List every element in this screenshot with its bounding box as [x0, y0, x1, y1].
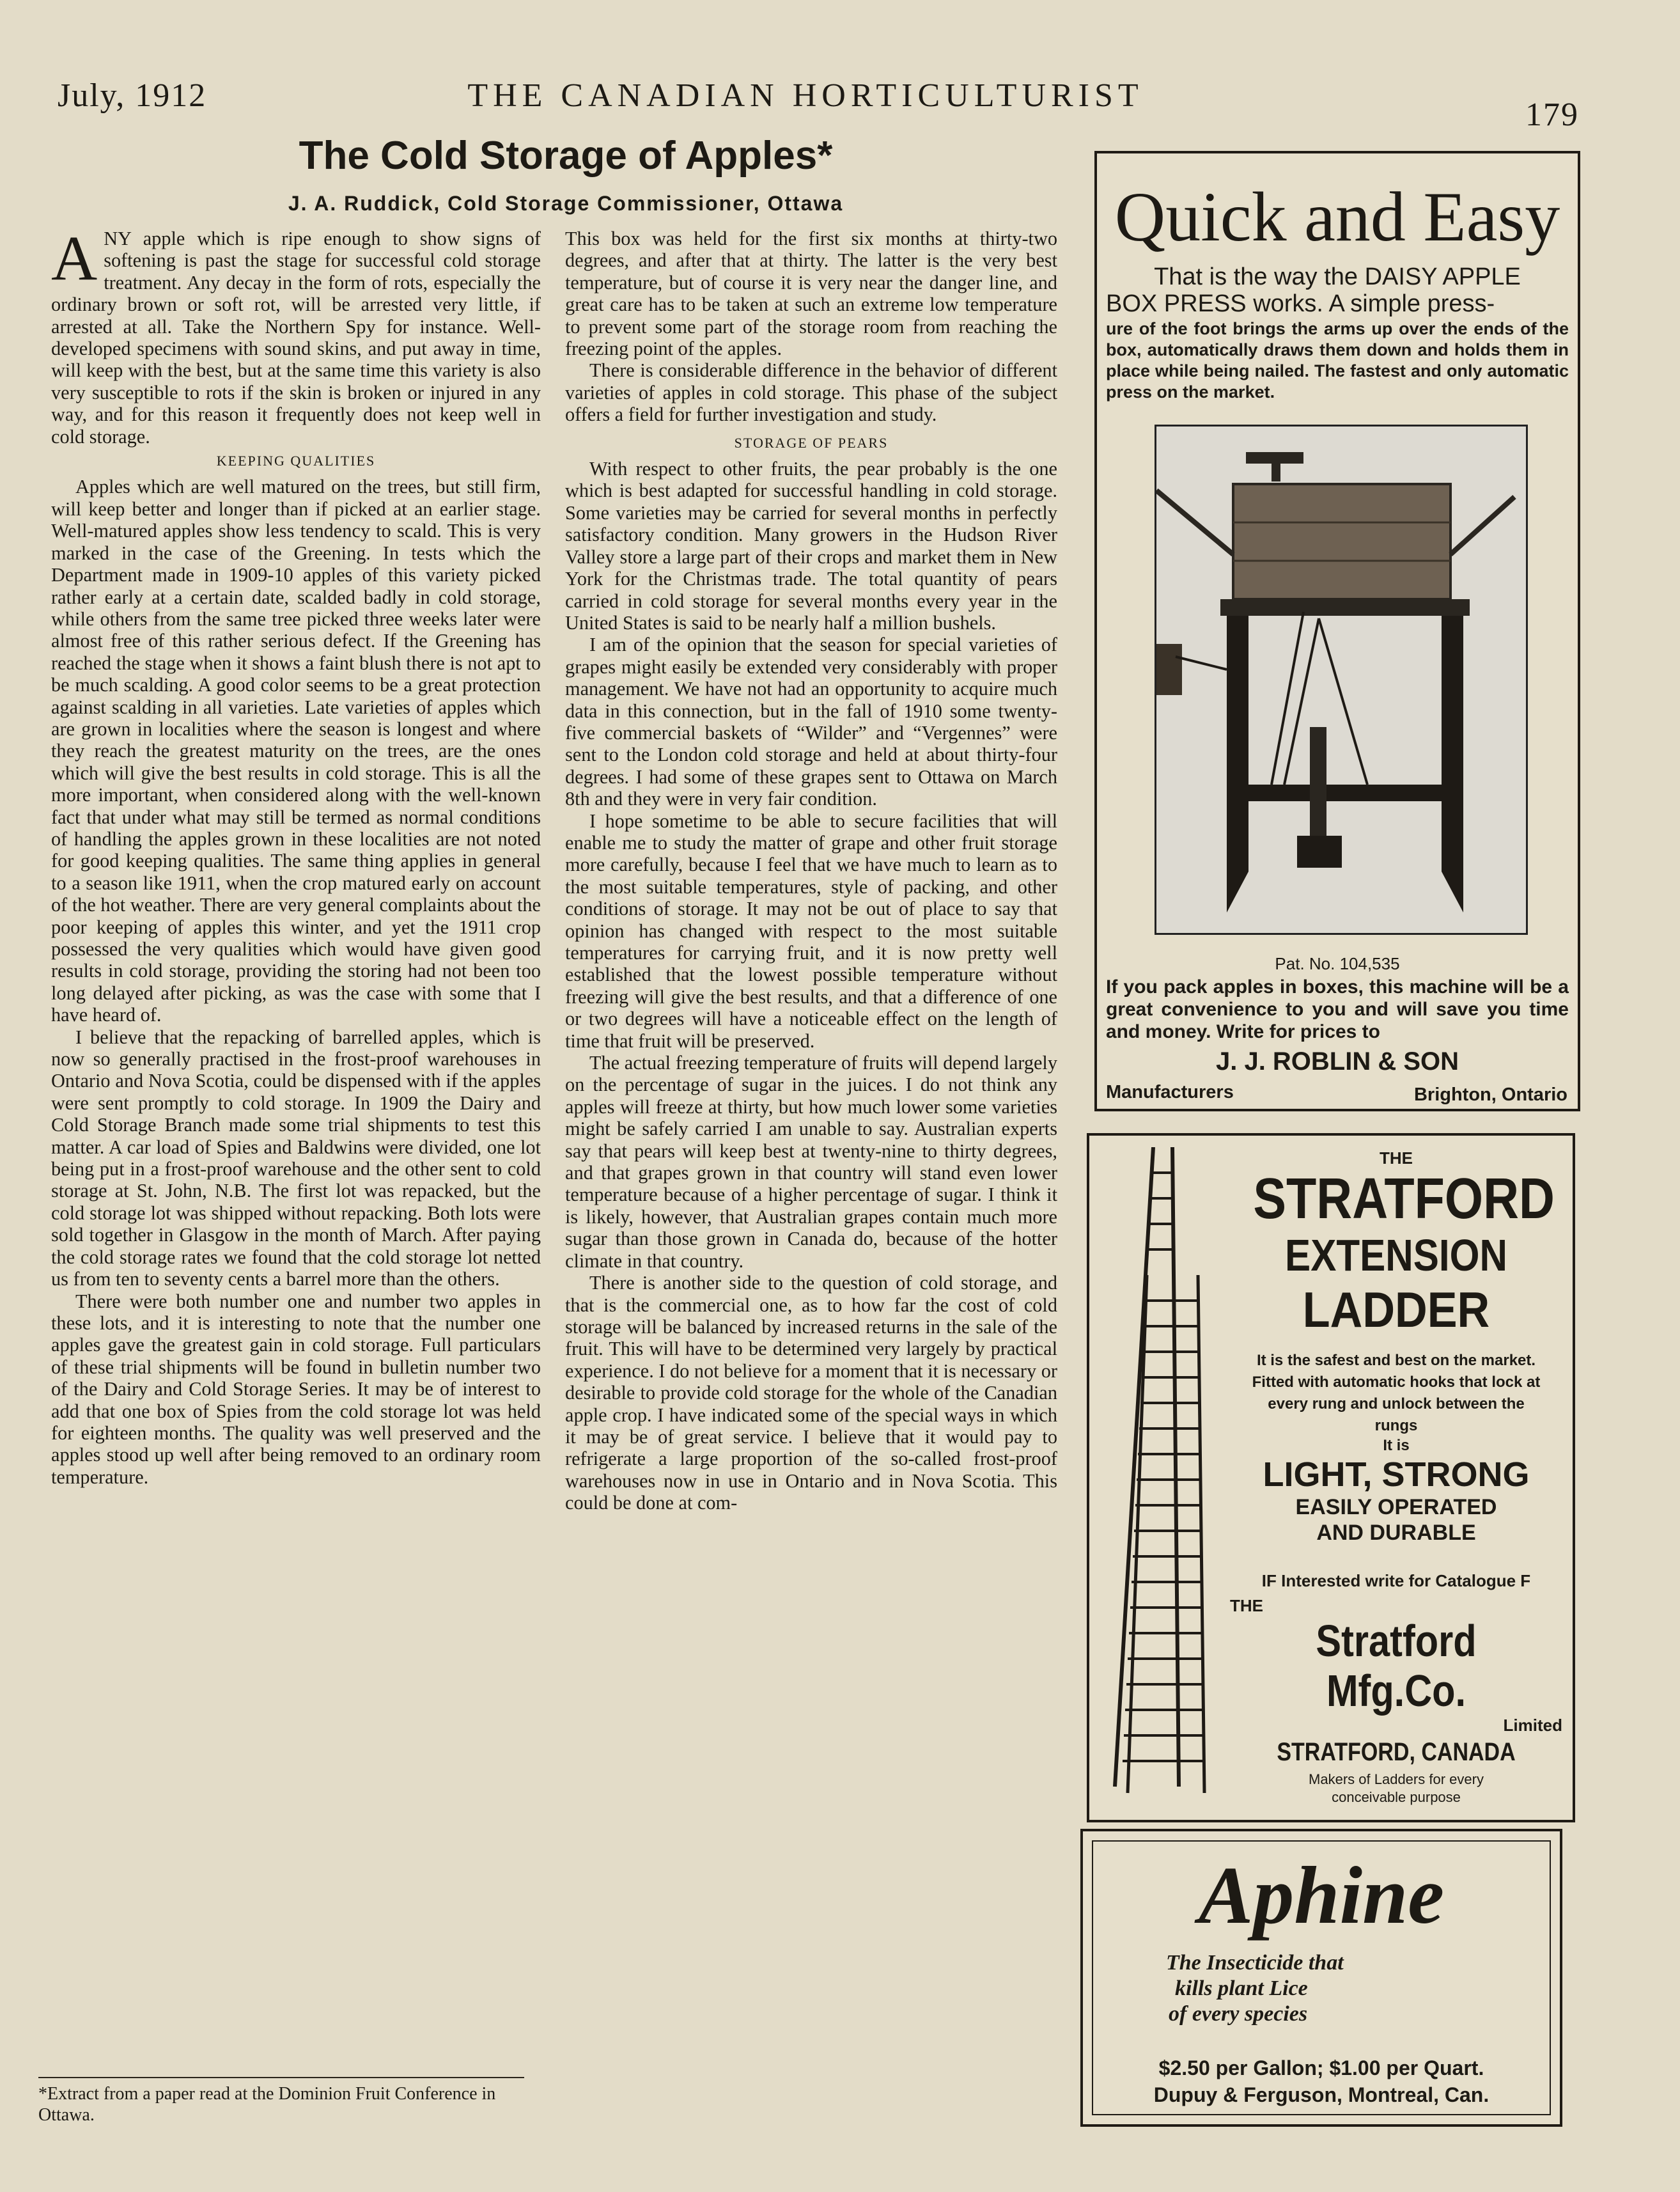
- ad-line: BOX PRESS works. A simple press-: [1106, 290, 1495, 317]
- article-paragraph: With respect to other fruits, the pear probably is the one which is best adapted for successful handling in cold storage. Some varieties may be carried for several months in perfectly satisfactory condition. Many growers in the Hudson River Valley store a large part of their crops and market them in New York for the Christmas trade. The total quantity of pears carried in cold storage for several months every year in the United States is said to be nearly half a million bushels.: [565, 458, 1057, 634]
- article-byline: J. A. Ruddick, Cold Storage Commissioner, Ottawa: [288, 192, 844, 215]
- publication-title: THE CANADIAN HORTICULTURIST: [467, 77, 1144, 114]
- article-paragraph: I am of the opinion that the season for special varieties of grapes might easily be extended very considerably with proper management. We have not had an opportunity to acquire much data in this connection, but in the fall of 1910 some twenty-five commercial baskets of “Wilder” and “Vergennes” were sent to the London cold storage and held at about thirty-four degrees. I had some of these grapes sent to Ottawa on March 8th and they were in very fair condition.: [565, 634, 1057, 810]
- box-press-illustration: [1156, 427, 1526, 933]
- article-paragraph: This box was held for the first six months at thirty-two degrees, and after that at thirty. The latter is the very best temperature, but of course it is very near the danger line, and great care has to be taken at such an extreme low temperature to prevent some part of the storage room from reaching the freezing point of the apples.: [565, 228, 1057, 360]
- article-title: The Cold Storage of Apples*: [299, 134, 833, 178]
- ladder-illustration: [1102, 1147, 1217, 1812]
- ad-body: ure of the foot brings the arms up over the ends of the box, automatically draws them down and holds them in place while being nailed. The fastest and only automatic press on the market.: [1106, 319, 1569, 402]
- section-heading-storage-of-pears: STORAGE OF PEARS: [734, 434, 889, 451]
- ad-role: Manufacturers: [1106, 1082, 1234, 1102]
- ad-limited: Limited: [1503, 1716, 1562, 1735]
- ad-location: STRATFORD, CANADA: [1277, 1738, 1516, 1766]
- article-column-1: [51, 223, 541, 1488]
- ad-the: THE: [1230, 1596, 1263, 1615]
- section-heading-keeping-qualities: KEEPING QUALITIES: [216, 453, 376, 469]
- ad-brand: Aphine: [1198, 1850, 1445, 1941]
- ad-catalogue: IF Interested write for Catalogue F: [1261, 1571, 1531, 1590]
- ad-cta: If you pack apples in boxes, this machine will be a great convenience to you and will save you time and money. Write for prices to: [1106, 976, 1569, 1042]
- article-paragraph: I believe that the repacking of barrelled apples, which is now so generally practised in the frost-proof warehouses in Ontario and Nova Scotia, could be dispensed with if the apples were sent promptly to cold storage. In 1909 the Dairy and Cold Storage Branch made some trial shipments to test this matter. A car load of Spies and Baldwins were divided, one lot being put in a frost-proof warehouse and the other sent to cold storage at St. John, N.B. The first lot was repacked, but the cold storage lot was shipped without repacking. Both lots were sold together in Glasgow in the month of March. After paying the cold storage rates we found that the cold storage lot netted us from ten to seventy cents a barrel more than the others.: [51, 1026, 541, 1290]
- ad-company: Dupuy & Ferguson, Montreal, Can.: [1153, 2083, 1489, 2106]
- article-paragraph: The actual freezing temperature of fruits will depend largely on the percentage of sugar in the juices. I do not think any apples will freeze at thirty, but how much lower some varieties might be safely carried I am unable to say. Australian experts say that pears will keep best at twenty-nine to thirty degrees, and that grapes grown in that country will stand even lower temperature because of a higher percentage of sugar. I think it is likely, however, that Australian grapes contain much more sugar than those grown in Canada do, because of the hotter climate in that country.: [565, 1052, 1057, 1272]
- advertisement-stratford-ladder: [1087, 1133, 1575, 1822]
- ad-description: It is the safest and best on the market. Fitted with automatic hooks that lock at every rung and unlock between the rungs: [1252, 1352, 1541, 1434]
- ad-headline: Quick and Easy: [1114, 178, 1560, 256]
- footnote: *Extract from a paper read at the Dominion Fruit Conference in Ottawa.: [38, 2084, 496, 2125]
- patent-number: Pat. No. 104,535: [1275, 954, 1400, 973]
- article-paragraph: There is considerable difference in the behavior of different varieties of apples in cold storage. This phase of the subject offers a field for further investigation and study.: [565, 359, 1057, 426]
- advertisement-daisy-box-press: [1094, 151, 1580, 1111]
- ad-line: EXTENSION: [1285, 1230, 1507, 1280]
- box-press-photo: [1155, 425, 1528, 935]
- ad-company: J. J. ROBLIN & SON: [1215, 1047, 1459, 1076]
- ad-it-is: It is: [1383, 1437, 1410, 1454]
- ad-slogan: LIGHT, STRONG: [1263, 1455, 1530, 1494]
- issue-date: July, 1912: [58, 77, 207, 114]
- ad-slogan: EASILY OPERATED: [1295, 1495, 1497, 1519]
- article-paragraph: There were both number one and number two apples in these lots, and it is interesting to note that the number one apples gave the greatest gain in cold storage. Full particulars of these trial shipments will be found in bulletin number two of the Dairy and Cold Storage Series. It may be of interest to add that one box of Spies from the cold storage lot was held for eighteen months. The quality was well preserved and the apples stood up well after being removed to an ordinary room temperature.: [51, 1290, 541, 1488]
- ad-slogan: AND DURABLE: [1316, 1521, 1476, 1545]
- article-paragraph: I hope sometime to be able to secure facilities that will enable me to study the matter of grape and other fruit storage more carefully, because I feel that we have much to learn as to the most suitable temperatures, style of packing, and other conditions of storage. It may not be out of place to say that opinion has changed with respect to the most suitable temperatures for carrying fruit, and it is now pretty well established that the lowest possible temperature without freezing will give the best results, and that a difference of one or two degrees will have a noticeable effect on the length of time that fruit will be preserved.: [565, 810, 1057, 1052]
- ad-brand-name: STRATFORD: [1253, 1167, 1555, 1231]
- page-number: 179: [1525, 97, 1579, 133]
- ad-company: Stratford Mfg.Co.: [1316, 1616, 1477, 1716]
- ad-location: Brighton, Ontario: [1413, 1084, 1567, 1105]
- article-column-2: [565, 228, 1057, 1514]
- article-paragraph: There is another side to the question of cold storage, and that is the commercial one, as to how far the cost of cold storage will be balanced by increased returns in the sale of the fruit. This will have to be determined very largely by practical experience. I do not believe for a moment that it is necessary or desirable to provide cold storage for the whole of the Canadian apple crop. I have indicated some of the special ways in which it may be of great service. I believe that it would pay to refrigerate a large proportion of the so-called frost-proof warehouses now in use in Ontario and in Nova Scotia. This could be done at com-: [565, 1272, 1057, 1514]
- ad-price: $2.50 per Gallon; $1.00 per Quart.: [1158, 2056, 1484, 2079]
- footnote-divider: [38, 2077, 524, 2078]
- ad-tagline: The Insecticide that kills plant Lice of every species: [1166, 1951, 1344, 2026]
- article-paragraph: ANY apple which is ripe enough to show signs of softening is past the stage for successful cold storage treatment. Any decay in the form of rots, especially the ordinary brown or soft rot, will be arrested very little, if arrested at all. Take the Northern Spy for instance. Well-developed specimens with sound skins, and put away in time, will keep with the best, but at the same time this variety is also very susceptible to rots if the skin is broken or injured in any way, and for this reason it frequently does not keep well in cold storage.: [51, 223, 541, 448]
- ad-the: THE: [1380, 1148, 1413, 1168]
- ad-line: LADDER: [1302, 1281, 1490, 1338]
- drop-cap: A: [51, 223, 98, 294]
- ad-line: That is the way the DAISY APPLE: [1154, 263, 1521, 290]
- article-paragraph: Apples which are well matured on the trees, but still firm, will keep better and longer than if picked at an earlier stage. Well-matured apples show less tendency to scald. This is very marked in the case of the Greening. In tests which the Department made in 1909-10 apples of this variety picked rather early at a certain date, scalded badly in cold storage, while others from the same tree picked three weeks later were almost free of this rather serious defect. If the Greening has reached the stage when it shows a faint blush there is not apt to be much scalding. A good color seems to be a great protection against scalding in all varieties. Late varieties of apples which are grown in localities where the season is longest and where they reach the greatest maturity on the trees, are the ones which will give the best results in cold storage. This is all the more important, when considered along with the well-known fact that under what may still be termed as normal conditions of handling the apples grown in these localities are not noted for good keeping qualities. The same thing applies in general to a season like 1911, when the crop matured early on account of the hot weather. There are very general complaints about the poor keeping of apples this winter, and yet the 1911 crop possessed the very qualities which would have given good results in cold storage, providing the storing had not been too long delayed after picking, as was the case with some that I have heard of.: [51, 476, 541, 1026]
- ad-tagline: Makers of Ladders for every conceivable purpose: [1309, 1771, 1484, 1805]
- advertisement-aphine: [1080, 1829, 1562, 2127]
